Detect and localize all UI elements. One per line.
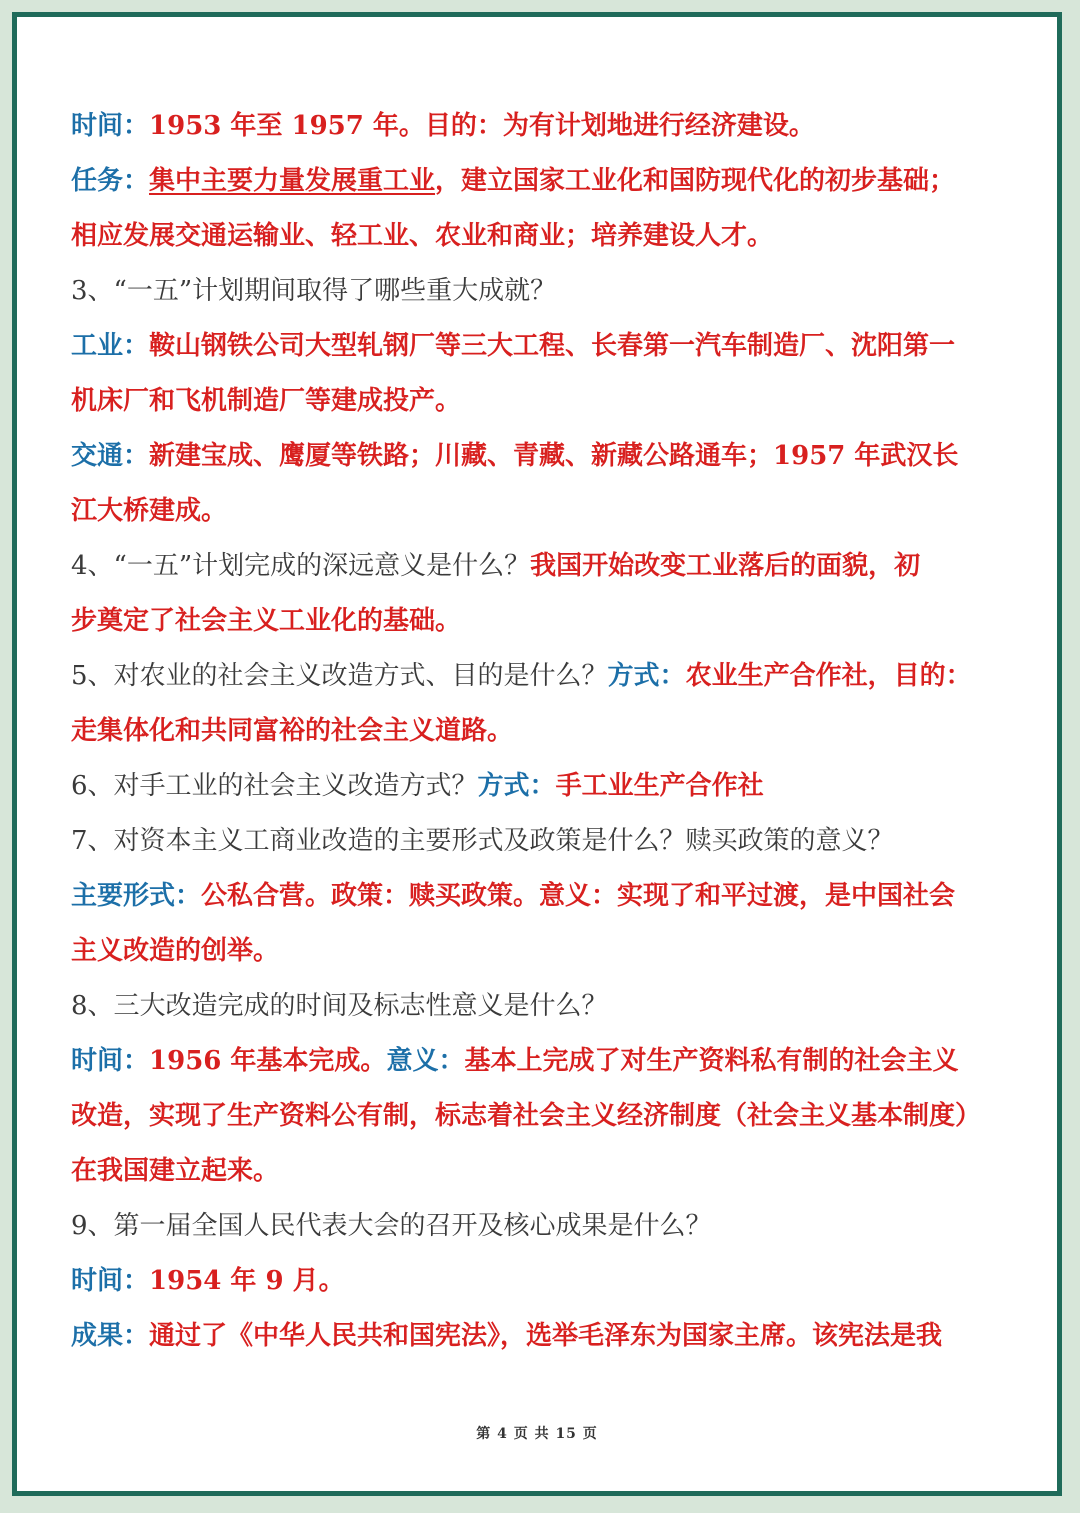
question-line <box>71 539 1027 594</box>
answer-text: 步奠定了社会主义工业化的基础。 <box>71 606 462 636</box>
question-text: 8、三大改造完成的时间及标志性意义是什么？ <box>71 991 608 1021</box>
question-line <box>71 649 1027 704</box>
answer-text: 通过了《中华人民共和国宪法》，选举毛泽东为国家主席。该宪法是我 <box>149 1321 943 1351</box>
text-line <box>71 484 1027 539</box>
answer-text: 公私合营。政策：赎买政策。意义：实现了和平过渡，是中国社会 <box>201 881 956 911</box>
answer-text: 相应发展交通运输业、轻工业、农业和商业；培养建设人才。 <box>71 221 774 251</box>
question-text: 4、“一五”计划完成的深远意义是什么？ <box>71 551 531 581</box>
text-line <box>71 1309 1027 1364</box>
label-transport: 交通： <box>71 441 150 471</box>
answer-text: 江大桥建成。 <box>71 496 228 526</box>
answer-text: 1953 年至 1957 年。 <box>149 111 425 141</box>
text-line <box>71 1254 1027 1309</box>
text-line <box>71 704 1027 759</box>
label-method: 方式： <box>477 771 556 801</box>
answer-text: 走集体化和共同富裕的社会主义道路。 <box>71 716 514 746</box>
label-result: 成果： <box>71 1321 150 1351</box>
page-frame <box>12 12 1062 1496</box>
label-time: 时间： <box>71 111 150 141</box>
label-time: 时间： <box>71 1266 150 1296</box>
text-line <box>71 594 1027 649</box>
answer-text: 基本上完成了对生产资料私有制的社会主义 <box>464 1046 959 1076</box>
underlined-answer: 集中主要力量发展重工业 <box>149 166 436 196</box>
question-text: 5、对农业的社会主义改造方式、目的是什么？ <box>71 661 608 691</box>
question-line <box>71 979 1027 1034</box>
answer-text: 改造，实现了生产资料公有制，标志着社会主义经济制度（社会主义基本制度） <box>71 1101 982 1131</box>
label-task: 任务： <box>71 166 150 196</box>
question-text: 9、第一届全国人民代表大会的召开及核心成果是什么？ <box>71 1211 712 1241</box>
document-body <box>71 99 1027 1364</box>
text-line <box>71 374 1027 429</box>
label-significance: 意义： <box>386 1046 465 1076</box>
label-purpose: 目的： <box>424 111 503 141</box>
text-line <box>71 1034 1027 1089</box>
answer-text: 新建宝成、鹰厦等铁路；川藏、青藏、新藏公路通车；1957 年武汉长 <box>149 441 959 471</box>
answer-text: ，建立国家工业化和国防现代化的初步基础； <box>435 166 956 196</box>
label-main-form: 主要形式： <box>71 881 202 911</box>
text-line <box>71 99 1027 154</box>
question-line <box>71 759 1027 814</box>
answer-text: 机床厂和飞机制造厂等建成投产。 <box>71 386 462 416</box>
label-method: 方式： <box>607 661 686 691</box>
answer-text: 在我国建立起来。 <box>71 1156 280 1186</box>
question-text: 6、对手工业的社会主义改造方式？ <box>71 771 478 801</box>
label-time: 时间： <box>71 1046 150 1076</box>
answer-text: 鞍山钢铁公司大型轧钢厂等三大工程、长春第一汽车制造厂、沈阳第一 <box>149 331 956 361</box>
answer-text: 主义改造的创举。 <box>71 936 280 966</box>
text-line <box>71 154 1027 209</box>
answer-text: 1954 年 9 月。 <box>149 1266 345 1296</box>
answer-text: 1956 年基本完成。 <box>149 1046 387 1076</box>
label-industry: 工业： <box>71 331 150 361</box>
text-line <box>71 1144 1027 1199</box>
question-text: 7、对资本主义工商业改造的主要形式及政策是什么？赎买政策的意义？ <box>71 826 894 856</box>
answer-text: 农业生产合作社，目的： <box>685 661 972 691</box>
question-line <box>71 1199 1027 1254</box>
text-line <box>71 429 1027 484</box>
answer-text: 手工业生产合作社 <box>555 771 764 801</box>
text-line <box>71 924 1027 979</box>
question-text: 3、“一五”计划期间取得了哪些重大成就？ <box>71 276 557 306</box>
text-line <box>71 1089 1027 1144</box>
text-line <box>71 869 1027 924</box>
text-line <box>71 209 1027 264</box>
question-line <box>71 264 1027 319</box>
text-line <box>71 319 1027 374</box>
answer-text: 我国开始改变工业落后的面貌，初 <box>530 551 921 581</box>
question-line <box>71 814 1027 869</box>
answer-text: 为有计划地进行经济建设。 <box>502 111 815 141</box>
page-number-footer: 第 4 页 共 15 页 <box>476 1426 598 1442</box>
